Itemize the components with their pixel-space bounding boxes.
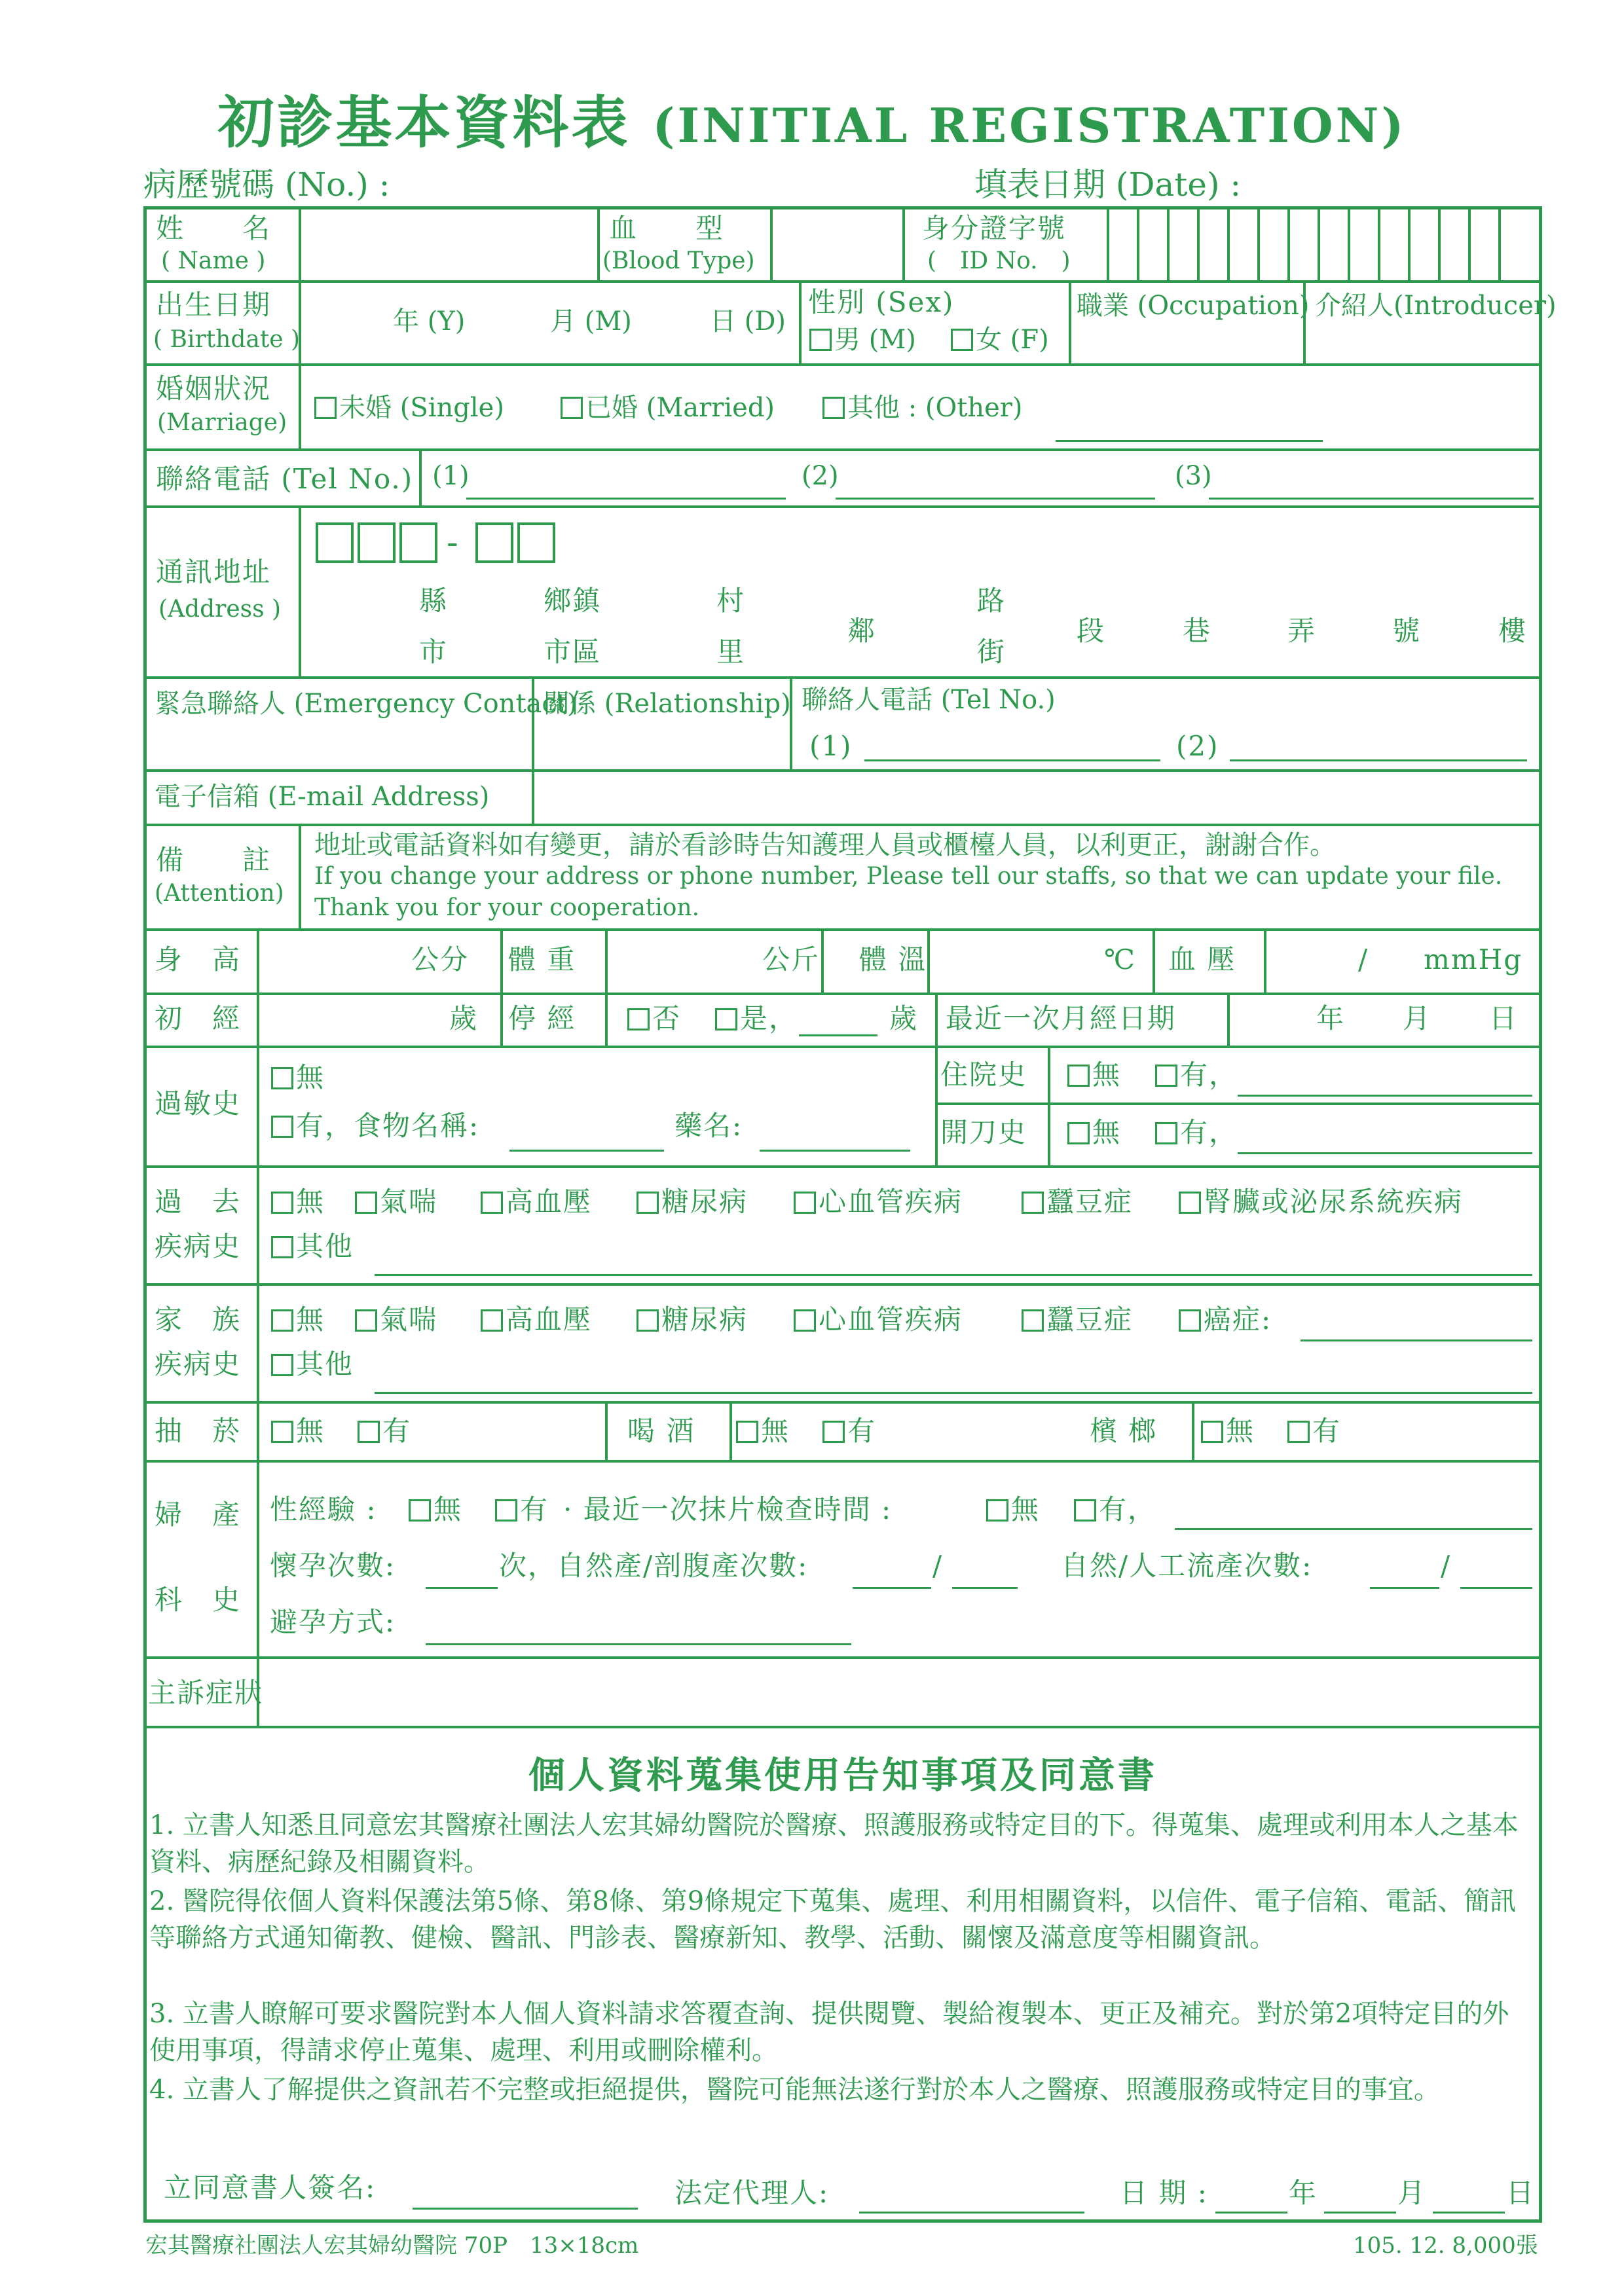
bp-slash: / <box>1358 943 1369 975</box>
section-label: 段 <box>1077 615 1106 647</box>
introducer-label: 介紹人(Introducer) <box>1315 291 1557 321</box>
allergy-label: 過敏史 <box>155 1087 242 1120</box>
smoking-label: 抽 菸 <box>155 1415 242 1447</box>
checkbox-icon <box>355 1192 377 1214</box>
menarche-age-unit: 歲 <box>449 1002 479 1034</box>
delivery-slash: / <box>932 1550 944 1582</box>
allergy-food-checkbox[interactable]: 有，食物名稱: <box>271 1110 479 1142</box>
attention-text-en-2: Thank you for your cooperation. <box>314 894 700 921</box>
emergency-tel-label: 聯絡人電話 (Tel No.) <box>802 685 1056 715</box>
drinking-label: 喝 酒 <box>627 1415 695 1447</box>
menopause-yes-checkbox[interactable]: 是， <box>715 1003 798 1034</box>
sex-exp-no-checkbox[interactable]: 無 <box>409 1494 462 1525</box>
tel-2-label: (2) <box>802 461 839 491</box>
betel-yes-checkbox[interactable]: 有 <box>1287 1415 1341 1447</box>
signature-label: 立同意書人簽名: <box>164 2172 377 2204</box>
tel-1-label: (1) <box>432 461 470 491</box>
checkbox-icon <box>736 1421 758 1443</box>
past-hypertension-checkbox[interactable]: 高血壓 <box>481 1186 592 1218</box>
birthdate-label: 出生日期 <box>156 289 272 321</box>
allergy-none-checkbox[interactable]: 無 <box>271 1062 325 1093</box>
checkbox-icon <box>1022 1192 1044 1214</box>
sign-date-month: 月 <box>1397 2177 1427 2209</box>
email-label: 電子信箱 (E-mail Address) <box>155 782 490 812</box>
blood-pressure-label: 血 壓 <box>1168 943 1236 975</box>
past-history-label-2: 疾病史 <box>155 1230 242 1262</box>
signature-field[interactable] <box>413 2208 638 2210</box>
footer-publisher: 宏其醫療社團法人宏其婦幼醫院 70P 13×18cm <box>145 2232 639 2259</box>
checkbox-icon <box>271 1309 293 1332</box>
temperature-label: 體 溫 <box>859 943 927 975</box>
checkbox-icon <box>1074 1499 1096 1522</box>
birth-day[interactable]: 日 (D) <box>710 306 786 337</box>
last-period-year: 年 <box>1316 1002 1346 1034</box>
weight-unit: 公斤 <box>762 943 821 975</box>
checkbox-icon <box>358 1421 380 1443</box>
checkbox-icon <box>1155 1122 1177 1144</box>
checkbox-icon <box>715 1008 737 1030</box>
checkbox-icon <box>1287 1421 1310 1443</box>
email-field[interactable] <box>536 773 1538 821</box>
sex-label: 性別 (Sex) <box>808 286 955 318</box>
birthdate-label-en: ( Birthdate ) <box>153 326 301 353</box>
zip-box-5[interactable] <box>517 522 555 563</box>
legal-agent-field[interactable] <box>859 2212 1084 2214</box>
surg-yes-checkbox[interactable]: 有， <box>1155 1117 1238 1148</box>
betel-nut-label: 檳 榔 <box>1090 1415 1158 1447</box>
height-unit: 公分 <box>411 943 470 975</box>
checkbox-icon <box>794 1309 816 1332</box>
checkbox-icon <box>495 1499 517 1522</box>
street-label: 街 <box>977 636 1006 668</box>
checkbox-icon <box>794 1192 816 1214</box>
address-label-en: (Address ) <box>158 596 282 623</box>
record-number-label: 病歷號碼 (No.) : <box>143 166 390 204</box>
checkbox-icon <box>409 1499 431 1522</box>
pap-no-checkbox[interactable]: 無 <box>986 1494 1040 1525</box>
notice-paragraph-2: 2. 醫院得依個人資料保護法第5條、第8條、第9條規定下蒐集、處理、利用相關資料，以信件、電子信箱、電話、簡訊等聯絡方式通知衛教、健檢、醫訊、門診表、醫療新知、教學、活動、關懷及滿意度等相關資訊。 <box>149 1886 1517 1953</box>
relationship-label: 關係 (Relationship) <box>544 689 791 719</box>
sex-female-checkbox[interactable]: 女 (F) <box>951 325 1049 355</box>
hosp-none-checkbox[interactable]: 無 <box>1067 1059 1121 1091</box>
checkbox-icon <box>271 1421 293 1443</box>
checkbox-icon <box>561 397 583 419</box>
li-label: 里 <box>716 636 746 668</box>
name-field[interactable] <box>301 211 595 276</box>
notice-paragraph-1: 1. 立書人知悉且同意宏其醫療社團法人宏其婦幼醫院於醫療、照護服務或特定目的下。得蒐集、處理或利用本人之基本資料、病歷紀錄及相關資料。 <box>149 1810 1519 1877</box>
hospitalization-label: 住院史 <box>940 1059 1027 1091</box>
family-diabetes-checkbox[interactable]: 糖尿病 <box>637 1304 748 1336</box>
attention-text-zh: 地址或電話資料如有變更，請於看診時告知護理人員或櫃檯人員，以利更正，謝謝合作。 <box>314 830 1336 860</box>
pap-smear-label: · 最近一次抹片檢查時間 : <box>563 1493 893 1525</box>
other-marriage-checkbox[interactable]: 其他 : (Other) <box>822 393 1023 423</box>
last-period-label: 最近一次月經日期 <box>946 1002 1177 1034</box>
family-g6pd-checkbox[interactable]: 蠶豆症 <box>1022 1304 1133 1336</box>
checkbox-icon <box>809 329 832 351</box>
sex-experience-label: 性經驗 : <box>270 1493 377 1525</box>
checkbox-icon <box>271 1354 293 1376</box>
past-diabetes-checkbox[interactable]: 糖尿病 <box>637 1186 748 1218</box>
pap-yes-checkbox[interactable]: 有， <box>1074 1494 1156 1525</box>
family-history-label-2: 疾病史 <box>155 1348 242 1380</box>
attention-text-en-1: If you change your address or phone number, Please tell our staffs, so that we can update your file. <box>314 863 1503 890</box>
family-none-checkbox[interactable]: 無 <box>271 1304 325 1336</box>
family-cancer-checkbox[interactable]: 癌症: <box>1179 1304 1272 1336</box>
emergency-tel-2-field[interactable] <box>1230 759 1527 761</box>
zip-box-4[interactable] <box>475 522 513 563</box>
family-history-label-1: 家 族 <box>155 1303 242 1336</box>
drug-allergy-label: 藥名: <box>674 1110 743 1142</box>
abortion-count-label: 自然/人工流產次數: <box>1061 1550 1313 1582</box>
weight-label: 體 重 <box>508 943 576 975</box>
drinking-yes-checkbox[interactable]: 有 <box>822 1415 876 1447</box>
bp-unit: mmHg <box>1424 943 1523 975</box>
hosp-yes-checkbox[interactable]: 有， <box>1155 1059 1238 1091</box>
township-label: 鄉鎮 <box>544 585 602 617</box>
checkbox-icon <box>951 329 973 351</box>
city-label: 市 <box>419 636 449 668</box>
family-asthma-checkbox[interactable]: 氣喘 <box>355 1304 437 1336</box>
checkbox-icon <box>481 1309 503 1332</box>
attention-label: 備 註 <box>156 844 272 876</box>
betel-no-checkbox[interactable]: 無 <box>1201 1415 1255 1447</box>
tel-2-field[interactable] <box>836 498 1155 500</box>
footer-print-info: 105. 12. 8,000張 <box>1353 2232 1538 2259</box>
surgery-label: 開刀史 <box>940 1116 1027 1148</box>
zip-box-2[interactable] <box>358 522 396 563</box>
checkbox-icon <box>1155 1065 1177 1087</box>
notice-title: 個人資料蒐集使用告知事項及同意書 <box>528 1754 1157 1797</box>
tel-3-label: (3) <box>1175 461 1212 491</box>
last-period-day: 日 <box>1489 1002 1519 1034</box>
occupation-label: 職業 (Occupation) <box>1077 291 1310 321</box>
checkbox-icon <box>271 1116 293 1138</box>
birth-month[interactable]: 月 (M) <box>550 306 632 337</box>
smoking-no-checkbox[interactable]: 無 <box>271 1415 325 1447</box>
family-cardiovascular-checkbox[interactable]: 心血管疾病 <box>794 1304 963 1336</box>
address-label: 通訊地址 <box>156 556 272 588</box>
menopause-age-unit: 歲 <box>889 1002 919 1034</box>
name-label-en: ( Name ) <box>161 247 266 274</box>
attention-label-en: (Attention) <box>155 880 284 907</box>
surg-none-checkbox[interactable]: 無 <box>1067 1117 1121 1148</box>
emergency-contact-label: 緊急聯絡人 (Emergency Contact) <box>155 689 578 719</box>
chief-complaint-field[interactable] <box>261 1660 1538 1723</box>
zip-box-3[interactable] <box>399 522 437 563</box>
sign-date-label: 日 期 : <box>1120 2177 1208 2209</box>
married-checkbox[interactable]: 已婚 (Married) <box>561 393 775 423</box>
past-history-label-1: 過 去 <box>155 1186 242 1218</box>
checkbox-icon <box>1179 1192 1201 1214</box>
emergency-tel-1-field[interactable] <box>864 759 1160 761</box>
tel-label: 聯絡電話 (Tel No.) <box>156 463 414 495</box>
floor-label: 樓 <box>1498 615 1528 647</box>
zip-dash: - <box>447 523 458 562</box>
past-kidney-checkbox[interactable]: 腎臟或泌尿系統疾病 <box>1179 1186 1463 1218</box>
zip-box-1[interactable] <box>316 522 354 563</box>
sex-exp-yes-checkbox[interactable]: 有 <box>495 1494 549 1525</box>
checkbox-icon <box>637 1309 659 1332</box>
last-period-month: 月 <box>1403 1002 1432 1034</box>
checkbox-icon <box>1067 1122 1090 1144</box>
alley-label: 弄 <box>1287 615 1317 647</box>
family-other-checkbox[interactable]: 其他 <box>271 1349 354 1380</box>
notice-paragraph-3: 3. 立書人瞭解可要求醫院對本人個人資料請求答覆查詢、提供閱覽、製給複製本、更正及補充。對於第2項特定目的外使用事項，得請求停止蒐集、處理、利用或刪除權利。 <box>149 1999 1509 2066</box>
blood-type-label-en: (Blood Type) <box>602 247 755 274</box>
checkbox-icon <box>271 1067 293 1089</box>
chief-complaint-label: 主訴症狀 <box>148 1677 264 1709</box>
tel-3-field[interactable] <box>1209 498 1534 500</box>
past-g6pd-checkbox[interactable]: 蠶豆症 <box>1022 1186 1133 1218</box>
sign-date-year: 年 <box>1289 2177 1318 2209</box>
fill-date-label: 填表日期 (Date) : <box>974 166 1242 204</box>
smoking-yes-checkbox[interactable]: 有 <box>358 1415 411 1447</box>
checkbox-icon <box>822 397 845 419</box>
past-cardiovascular-checkbox[interactable]: 心血管疾病 <box>794 1186 963 1218</box>
menopause-no-checkbox[interactable]: 否 <box>627 1003 681 1034</box>
checkbox-icon <box>481 1192 503 1214</box>
number-label: 號 <box>1392 615 1422 647</box>
checkbox-icon <box>627 1008 650 1030</box>
form-title: 初診基本資料表 (INITIAL REGISTRATION) <box>217 90 1407 156</box>
checkbox-icon <box>822 1421 845 1443</box>
sign-date-day: 日 <box>1506 2177 1536 2209</box>
menarche-label: 初 經 <box>155 1002 242 1034</box>
emergency-tel-2-label: (2) <box>1176 730 1219 762</box>
checkbox-icon <box>314 397 337 419</box>
name-label: 姓 名 <box>156 212 272 244</box>
abortion-slash: / <box>1441 1550 1452 1582</box>
birth-year[interactable]: 年 (Y) <box>393 306 466 337</box>
road-label: 路 <box>977 585 1006 617</box>
id-label-en: ( ID No. ) <box>927 247 1071 274</box>
past-asthma-checkbox[interactable]: 氣喘 <box>355 1186 437 1218</box>
district-label: 市區 <box>544 636 602 668</box>
neighborhood-label: 鄰 <box>847 615 877 647</box>
temperature-unit: ℃ <box>1104 943 1136 975</box>
tel-1-field[interactable] <box>466 498 786 500</box>
marriage-label: 婚姻狀況 <box>156 373 272 405</box>
checkbox-icon <box>637 1192 659 1214</box>
id-label: 身分證字號 <box>922 212 1067 244</box>
height-label: 身 高 <box>155 943 242 975</box>
checkbox-icon <box>1067 1065 1090 1087</box>
notice-paragraph-4: 4. 立書人了解提供之資訊若不完整或拒絕提供，醫院可能無法遂行對於本人之醫療、照護服務或特定目的事宜。 <box>149 2075 1440 2105</box>
village-label: 村 <box>716 585 746 617</box>
single-checkbox[interactable]: 未婚 (Single) <box>314 393 504 423</box>
checkbox-icon <box>986 1499 1008 1522</box>
sex-male-checkbox[interactable]: 男 (M) <box>809 325 916 355</box>
emergency-tel-1-label: (1) <box>809 730 853 762</box>
contraception-label: 避孕方式: <box>270 1606 396 1638</box>
checkbox-icon <box>271 1192 293 1214</box>
blood-type-label: 血 型 <box>609 212 725 244</box>
checkbox-icon <box>1022 1309 1044 1332</box>
pregnancy-count-label: 懷孕次數: <box>270 1550 396 1582</box>
checkbox-icon <box>355 1309 377 1332</box>
id-number-field[interactable] <box>1109 211 1535 276</box>
gyn-history-label-2: 科 史 <box>155 1584 242 1616</box>
checkbox-icon <box>271 1236 293 1258</box>
past-none-checkbox[interactable]: 無 <box>271 1186 325 1218</box>
county-label: 縣 <box>419 585 449 617</box>
lane-label: 巷 <box>1183 615 1212 647</box>
menopause-label: 停 經 <box>508 1002 576 1034</box>
gyn-history-label-1: 婦 產 <box>155 1499 242 1531</box>
blood-type-field[interactable] <box>773 211 900 276</box>
delivery-count-label: 次，自然產/剖腹產次數: <box>499 1550 809 1582</box>
family-hypertension-checkbox[interactable]: 高血壓 <box>481 1304 592 1336</box>
legal-agent-label: 法定代理人: <box>674 2177 830 2209</box>
past-other-checkbox[interactable]: 其他 <box>271 1231 354 1262</box>
checkbox-icon <box>1201 1421 1223 1443</box>
checkbox-icon <box>1179 1309 1201 1332</box>
drinking-no-checkbox[interactable]: 無 <box>736 1415 790 1447</box>
marriage-label-en: (Marriage) <box>157 409 287 436</box>
